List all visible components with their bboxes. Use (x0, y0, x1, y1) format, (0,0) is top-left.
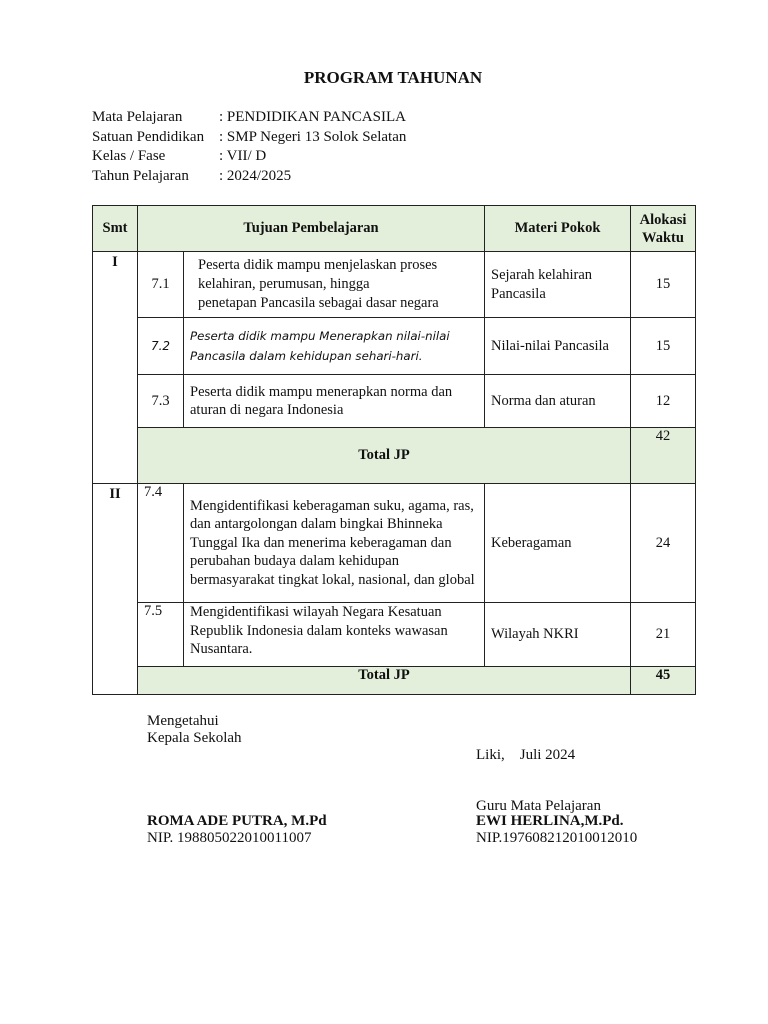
signature-right-name-block (476, 813, 637, 847)
total-row (93, 667, 696, 695)
tp-number: 7.4 (138, 484, 184, 603)
signature-left (147, 713, 242, 747)
meta-label: Tahun Pelajaran (92, 167, 189, 184)
signature-nip: NIP. 198805022010011007 (147, 830, 312, 846)
header-tujuan: Tujuan Pembelajaran (138, 206, 485, 252)
tp-text: Peserta didik mampu Menerapkan nilai-nilai Pancasila dalam kehidupan sehari-hari. (184, 318, 485, 375)
table-row (93, 484, 696, 603)
meta-label: Mata Pelajaran (92, 109, 183, 125)
signature-role: Kepala Sekolah (147, 730, 242, 746)
tp-text-line: Peserta didik mampu menjelaskan proses kelahiran, perumusan, hingga (198, 257, 438, 292)
header-materi: Materi Pokok (485, 206, 631, 252)
total-value: 42 (631, 428, 696, 484)
jp-cell: 15 (631, 252, 696, 318)
semester-cell: I (93, 252, 138, 484)
tp-number: 7.3 (138, 375, 184, 428)
document-meta (92, 108, 406, 186)
tp-number: 7.5 (138, 603, 184, 667)
materi-cell: Norma dan aturan (485, 375, 631, 428)
meta-row-year (92, 167, 406, 187)
header-smt: Smt (93, 206, 138, 252)
jp-cell: 24 (631, 484, 696, 603)
meta-value: : SMP Negeri 13 Solok Selatan (219, 128, 407, 145)
jp-cell: 21 (631, 603, 696, 667)
meta-row-subject (92, 108, 406, 128)
tp-text-line: penetapan Pancasila sebagai dasar negara (198, 295, 439, 311)
table-row (93, 375, 696, 428)
meta-row-school (92, 128, 406, 148)
jp-cell: 12 (631, 375, 696, 428)
materi-cell: Wilayah NKRI (485, 603, 631, 667)
total-value: 45 (631, 667, 696, 695)
table-header-row (93, 206, 696, 252)
semester-cell: II (93, 484, 138, 695)
tp-number: 7.2 (138, 318, 184, 375)
signature-name: EWI HERLINA,M.Pd. (476, 813, 624, 829)
signature-nip: NIP.197608212010012010 (476, 830, 638, 846)
tp-text (184, 252, 485, 318)
tp-text: Peserta didik mampu menerapkan norma dan aturan di negara Indonesia (184, 375, 485, 428)
table-row (93, 318, 696, 375)
meta-value: : PENDIDIKAN PANCASILA (219, 109, 406, 125)
tp-text: Mengidentifikasi keberagaman suku, agama, ras, dan antargolongan dalam bingkai Bhinneka Tunggal Ika dan menerima keberagaman dan perubahan budaya dalam kehidupan bermasyarakat tingkat lokal, nasional, dan global (184, 484, 485, 603)
meta-label: Kelas / Fase (92, 148, 166, 164)
meta-value: : 2024/2025 (219, 167, 292, 184)
document-title: PROGRAM TAHUNAN (303, 68, 483, 87)
total-label: Total JP (138, 428, 631, 484)
materi-cell: Nilai-nilai Pancasila (485, 318, 631, 375)
signature-line: Mengetahui (147, 713, 219, 729)
signature-role: Guru Mata Pelajaran (476, 798, 601, 814)
meta-label: Satuan Pendidikan (92, 128, 205, 145)
header-alokasi: Alokasi Waktu (631, 206, 696, 252)
signature-name: ROMA ADE PUTRA, M.Pd (147, 813, 327, 829)
total-label: Total JP (138, 667, 631, 695)
tp-number: 7.1 (138, 252, 184, 318)
signature-place-date: Liki, Juli 2024 (476, 747, 576, 763)
materi-cell: Sejarah kelahiran Pancasila (485, 252, 631, 318)
jp-cell: 15 (631, 318, 696, 375)
total-row (93, 428, 696, 484)
program-table (92, 205, 696, 695)
meta-row-class (92, 147, 406, 167)
table-row (93, 603, 696, 667)
meta-value: : VII/ D (219, 148, 267, 164)
materi-cell: Keberagaman (485, 484, 631, 603)
table-row (93, 252, 696, 318)
signature-left-name-block (147, 813, 327, 847)
tp-text: Mengidentifikasi wilayah Negara Kesatuan Republik Indonesia dalam konteks wawasan Nusantara. (184, 603, 485, 667)
